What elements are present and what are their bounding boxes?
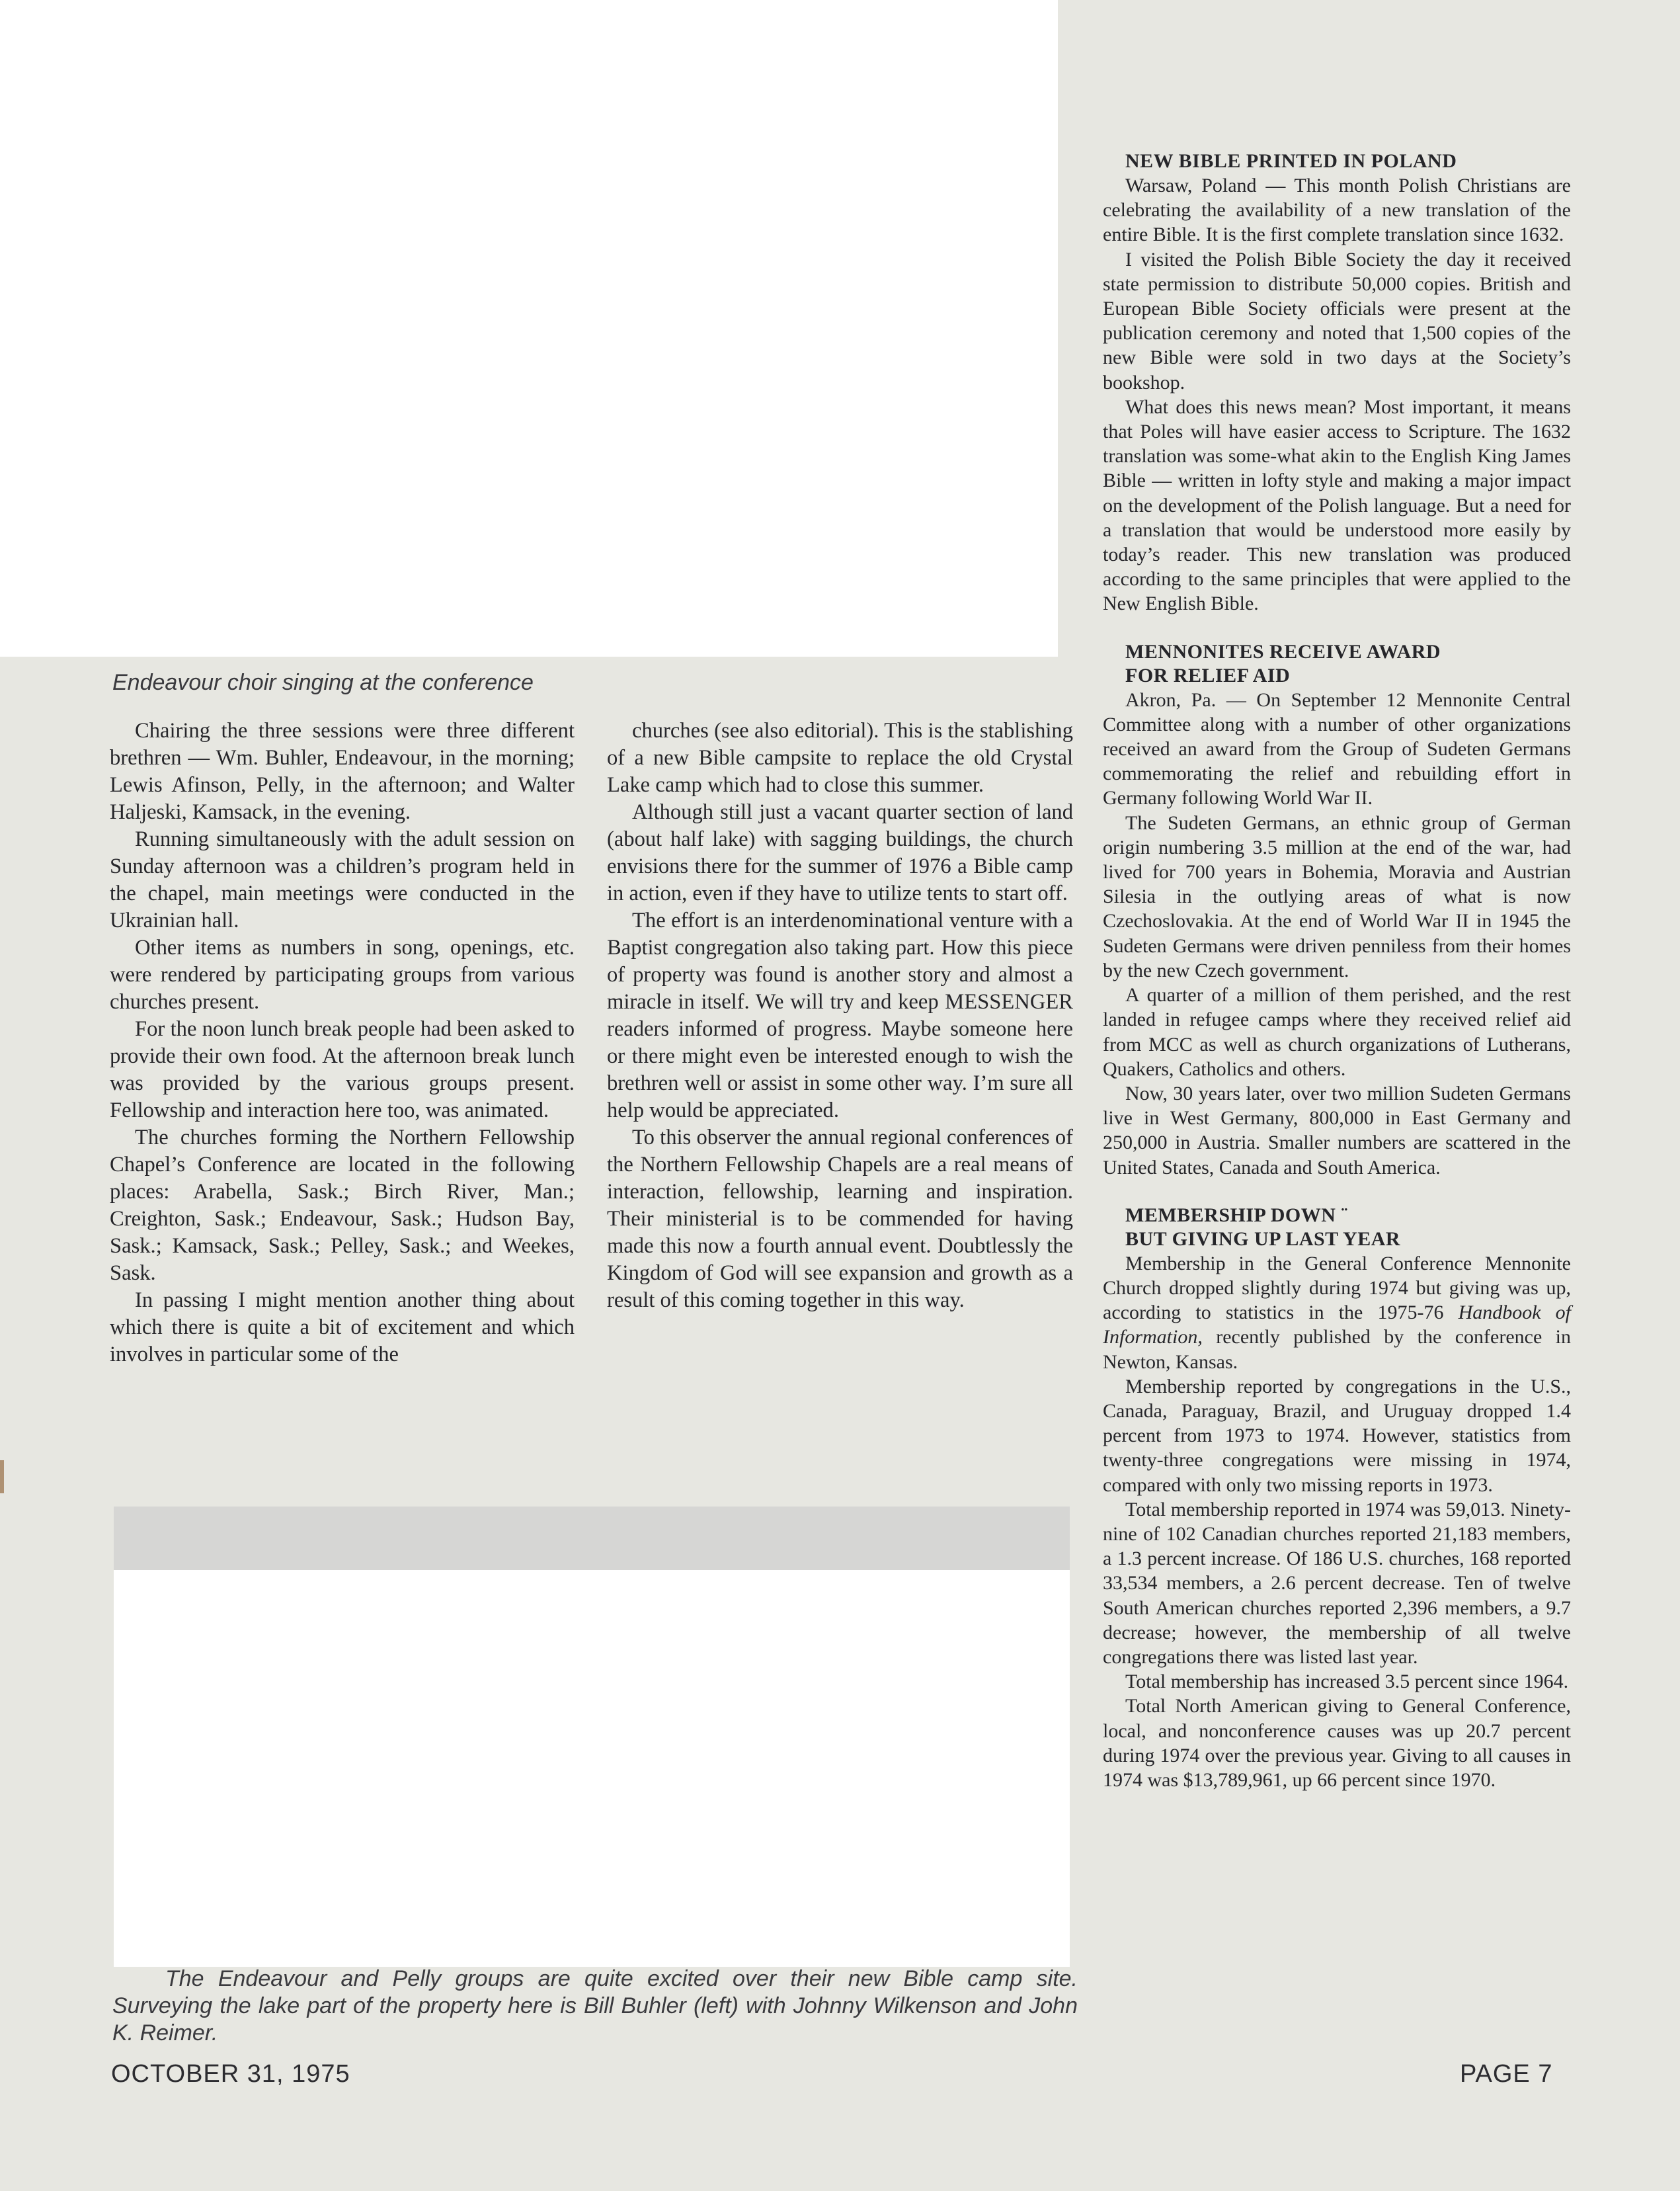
story-headline: FOR RELIEF AID <box>1125 664 1291 686</box>
article-paragraph: churches (see also editorial). This is the stablishing of a new Bible campsite to replace the old Crystal Lake camp which had to close this summer. <box>607 719 1073 797</box>
article-paragraph: Although still just a vacant quarter section of land (about half lake) with sagging buildings, the church envisions there for the summer of 1976 a Bible camp in action, even if they have to utilize tents to start off. <box>607 800 1073 905</box>
story-paragraph: Warsaw, Poland — This month Polish Christians are celebrating the availability of a new translation of the entire Bible. It is the first complete translation since 1632. <box>1103 175 1571 246</box>
story-paragraph: Total membership reported in 1974 was 59,013. Ninety-nine of 102 Canadian churches reported 21,183 members, a 1.3 percent increase. Of 186 U.S. churches, 168 reported 33,534 members, a 2.6 percent decrease. Ten of twelve South American churches reported 2,396 members, a 9.7 decrease; however, the membership of all twelve congregations there was listed last year. <box>1103 1498 1571 1668</box>
news-column <box>1103 149 1571 1816</box>
story-membership <box>1103 1204 1571 1792</box>
story-paragraph: The Sudeten Germans, an ethnic group of German origin numbering 3.5 million at the end of the war, had lived for 700 years in Bohemia, Moravia and Austrian Silesia in the outlying areas of what is now Czechoslovakia. At the end of World War II in 1945 the Sudeten Germans were driven penniless from their homes by the new Czech government. <box>1103 811 1571 981</box>
page-number: PAGE 7 <box>1460 2060 1553 2088</box>
article-paragraph: The effort is an interdenominational venture with a Baptist congregation also taking part. How this piece of property was found is another story and almost a miracle in itself. We will try and keep MESSENGER readers informed of progress. Maybe someone here or there might even be interested enough to wish the brethren well or assist in some other way. I’m sure all help would be appreciated. <box>607 909 1073 1122</box>
article-paragraph: Chairing the three sessions were three different brethren — Wm. Buhler, Endeavour, in the morning; Lewis Afinson, Pelly, in the afternoon; and Walter Haljeski, Kamsack, in the evening. <box>110 719 575 824</box>
story-paragraph: I visited the Polish Bible Society the day it received state permission to distribute 50,000 copies. British and European Bible Society officials were present at the publication ceremony and noted that 1,500 copies of the new Bible were sold in two days at the Society’s bookshop. <box>1103 248 1571 393</box>
story-paragraph: Akron, Pa. — On September 12 Mennonite Central Committee along with a number of other organizations received an award from the Group of Sudeten Germans commemorating the relief and rebuilding effort in Germany following World War II. <box>1103 688 1571 809</box>
story-paragraph: What does this news mean? Most important, it means that Poles will have easier access to Scripture. The 1632 translation was some-what akin to the English King James Bible — written in lofty style and making a major impact on the development of the Polish language. But a need for a translation that would be understood more easily by today’s reader. This new translation was produced according to the same principles that were applied to the New English Bible. <box>1103 395 1571 615</box>
story-paragraph: Total membership has increased 3.5 percent since 1964. <box>1125 1671 1569 1693</box>
story-headline: MENNONITES RECEIVE AWARD <box>1125 640 1441 663</box>
issue-date: OCTOBER 31, 1975 <box>111 2060 350 2088</box>
article-column-1 <box>110 718 575 1368</box>
scan-edge-mark <box>0 1460 4 1493</box>
article-paragraph: Running simultaneously with the adult session on Sunday afternoon was a children’s program held in the chapel, main meetings were conducted in the Ukrainian hall. <box>110 827 575 932</box>
story-poland-bible <box>1103 149 1571 616</box>
article-paragraph: For the noon lunch break people had been asked to provide their own food. At the afternoon break lunch was provided by the various groups present. Fellowship and interaction here too, was animated. <box>110 1017 575 1122</box>
story-paragraph: A quarter of a million of them perished, and the rest landed in refugee camps where they received relief aid from MCC as well as church organizations of Lutherans, Quakers, Catholics and others. <box>1103 984 1571 1080</box>
campsite-photo-header <box>114 1507 1070 1570</box>
campsite-photo <box>114 1570 1070 1967</box>
choir-photo-caption: Endeavour choir singing at the conference <box>112 670 534 695</box>
story-headline: BUT GIVING UP LAST YEAR <box>1125 1227 1401 1250</box>
story-mcc-award <box>1103 640 1571 1180</box>
campsite-photo-caption: The Endeavour and Pelly groups are quite excited over their new Bible camp site. Surveying the lake part of the property here is Bill Buhler (left) with Johnny Wilkenson and John K. Reimer. <box>112 1966 1078 2046</box>
choir-photo <box>0 0 1058 657</box>
story-headline: NEW BIBLE PRINTED IN POLAND <box>1125 150 1457 172</box>
story-paragraph: Membership reported by congregations in the U.S., Canada, Paraguay, Brazil, and Uruguay dropped 1.4 percent from 1973 to 1974. However, statistics from twenty-three congregations were missing in 1974, compared with only two missing reports in 1973. <box>1103 1375 1571 1496</box>
article-paragraph: In passing I might mention another thing about which there is quite a bit of excitement and which involves in particular some of the <box>110 1288 575 1366</box>
story-headline: MEMBERSHIP DOWN ¨ <box>1125 1204 1348 1226</box>
story-paragraph: Total North American giving to General Conference, local, and nonconference causes was up 20.7 percent during 1974 over the previous year. Giving to all causes in 1974 was $13,789,961, up 66 percent since 1970. <box>1103 1695 1571 1791</box>
story-paragraph: Membership in the General Conference Mennonite Church dropped slightly during 1974 but giving was up, according to statistics in the 1975-76 Handbook of Information, recently published by the conference in Newton, Kansas. <box>1103 1252 1571 1373</box>
article-paragraph: The churches forming the Northern Fellowship Chapel’s Conference are located in the following places: Arabella, Sask.; Birch River, Man.; Creighton, Sask.; Endeavour, Sask.; Hudson Bay, Sask.; Kamsack, Sask.; Pelley, Sask.; and Weekes, Sask. <box>110 1126 575 1285</box>
article-column-2 <box>607 718 1073 1314</box>
article-paragraph: Other items as numbers in song, openings, etc. were rendered by participating groups from various churches present. <box>110 936 575 1014</box>
article-paragraph: To this observer the annual regional conferences of the Northern Fellowship Chapels are a real means of interaction, fellowship, learning and inspiration. Their ministerial is to be commended for having made this now a fourth annual event. Doubtlessly the Kingdom of God will see expansion and growth as a result of this coming together in this way. <box>607 1126 1073 1312</box>
story-paragraph: Now, 30 years later, over two million Sudeten Germans live in West Germany, 800,000 in East Germany and 250,000 in Austria. Smaller numbers are scattered in the United States, Canada and South America. <box>1103 1082 1571 1178</box>
